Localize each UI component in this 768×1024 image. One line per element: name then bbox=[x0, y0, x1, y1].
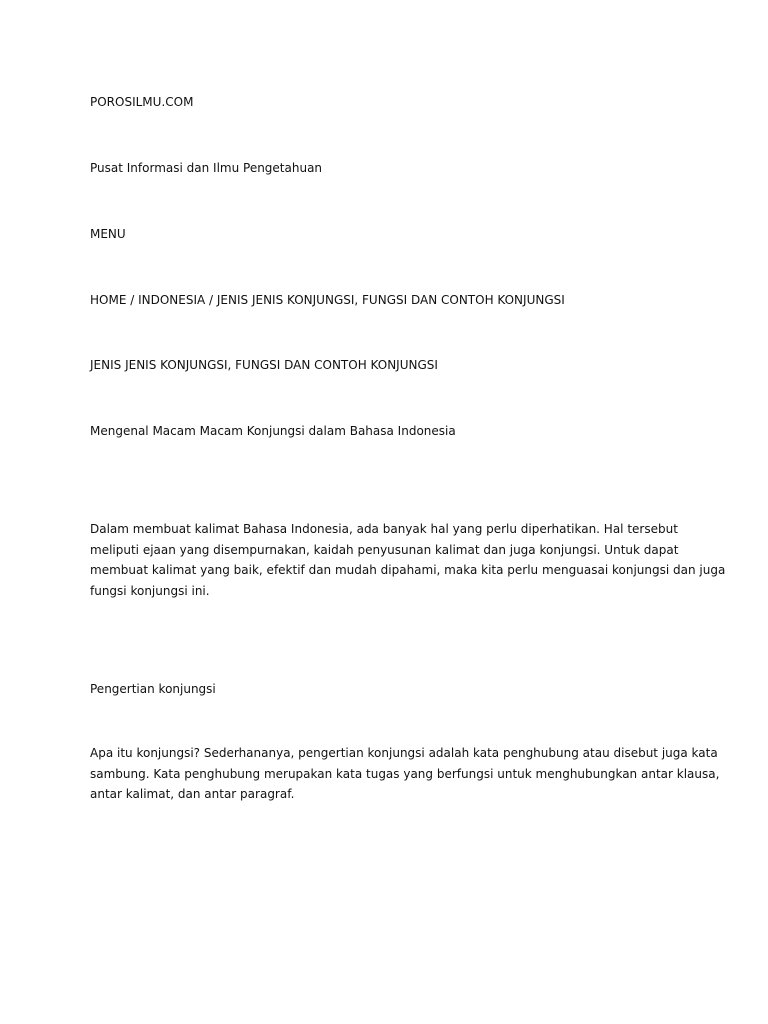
site-name[interactable]: POROSILMU.COM bbox=[90, 95, 194, 109]
site-tagline: Pusat Informasi dan Ilmu Pengetahuan bbox=[90, 161, 323, 175]
section-heading: Pengertian konjungsi bbox=[90, 682, 216, 696]
intro-line: meliputi ejaan yang disempurnakan, kaidah penyusunan kalimat dan juga konjungsi. Untuk dapat bbox=[90, 542, 679, 557]
intro-paragraph bbox=[90, 519, 726, 601]
definition-line: sambung. Kata penghubung merupakan kata tugas yang berfungsi untuk menghubungkan antar klausa, bbox=[90, 766, 720, 781]
definition-paragraph bbox=[90, 743, 720, 805]
intro-line: fungsi konjungsi ini. bbox=[90, 583, 210, 598]
page-title: JENIS JENIS KONJUNGSI, FUNGSI DAN CONTOH KONJUNGSI bbox=[90, 358, 438, 372]
intro-line: membuat kalimat yang baik, efektif dan mudah dipahami, maka kita perlu menguasai konjungsi dan juga bbox=[90, 563, 726, 577]
definition-line: antar kalimat, dan antar paragraf. bbox=[90, 787, 295, 801]
breadcrumb[interactable]: HOME / INDONESIA / JENIS JENIS KONJUNGSI, FUNGSI DAN CONTOH KONJUNGSI bbox=[90, 293, 565, 307]
menu-button[interactable]: MENU bbox=[90, 227, 126, 241]
intro-line: Dalam membuat kalimat Bahasa Indonesia, ada banyak hal yang perlu diperhatikan. Hal tersebut bbox=[90, 522, 678, 536]
definition-line: Apa itu konjungsi? Sederhananya, pengertian konjungsi adalah kata penghubung atau disebut juga kata bbox=[90, 746, 718, 760]
article-subtitle: Mengenal Macam Macam Konjungsi dalam Bahasa Indonesia bbox=[90, 424, 456, 438]
